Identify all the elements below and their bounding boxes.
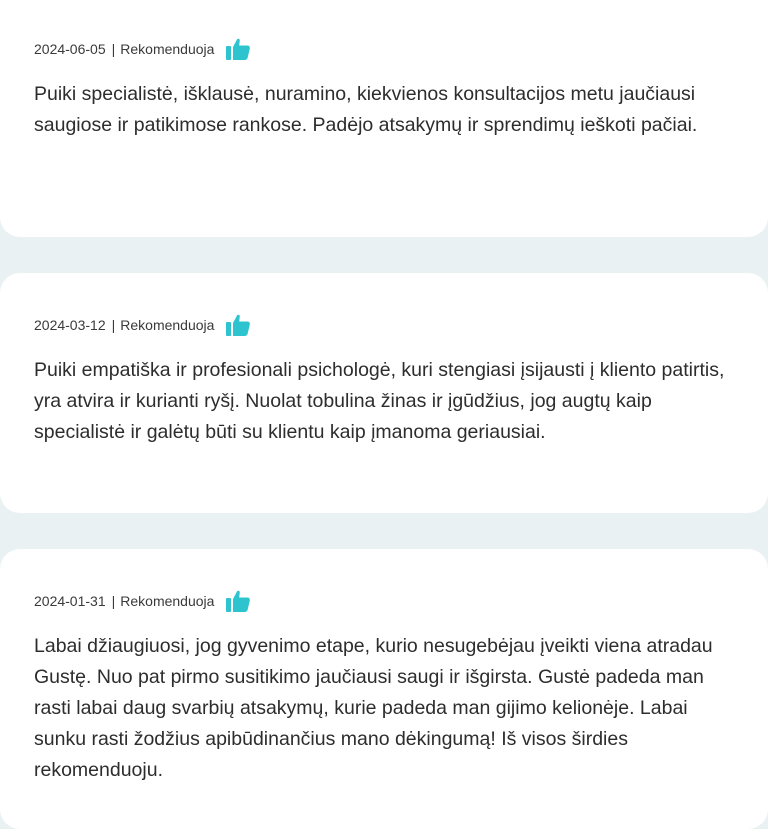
review-date: 2024-06-05 [34, 41, 106, 57]
review-date: 2024-01-31 [34, 593, 106, 609]
review-text: Puiki specialistė, išklausė, nuramino, kiekvienos konsultacijos metu jaučiausi saugiose ir patikimose rankose. Padėjo atsakymų ir sprendimų ieškoti pačiai. [34, 83, 698, 136]
review-meta [34, 37, 728, 61]
review-text: Labai džiaugiuosi, jog gyvenimo etape, kurio nesugebėjau įveikti viena atradau Gustę. Nuo pat pirmo susitikimo jaučiausi saugi ir išgirsta. Gustė padeda man rasti labai daug svarbių atsakymų, kurie padeda man gijimo kelionėje. Labai sunku rasti žodžius apibūdinančius mano dėkingumą! Iš visos širdies rekomenduoju. [34, 635, 713, 781]
review-card [0, 0, 768, 237]
review-text: Puiki empatiška ir profesionali psichologė, kuri stengiasi įsijausti į kliento patirtis, yra atvira ir kurianti ryšį. Nuolat tobulina žinas ir įgūdžius, jog augtų kaip specialistė ir galėtų būti su klientu kaip įmanoma geriausiai. [34, 359, 725, 443]
thumbs-up-icon [225, 589, 251, 613]
thumbs-up-icon [225, 37, 251, 61]
review-meta [34, 313, 728, 337]
meta-separator: | [111, 593, 116, 609]
meta-separator: | [111, 41, 116, 57]
recommendation-label: Rekomenduoja [120, 41, 215, 57]
meta-separator: | [111, 317, 116, 333]
review-card [0, 549, 768, 829]
thumbs-up-icon [225, 313, 251, 337]
recommendation-label: Rekomenduoja [120, 317, 215, 333]
review-card [0, 273, 768, 513]
review-meta [34, 589, 728, 613]
recommendation-label: Rekomenduoja [120, 593, 215, 609]
review-date: 2024-03-12 [34, 317, 106, 333]
